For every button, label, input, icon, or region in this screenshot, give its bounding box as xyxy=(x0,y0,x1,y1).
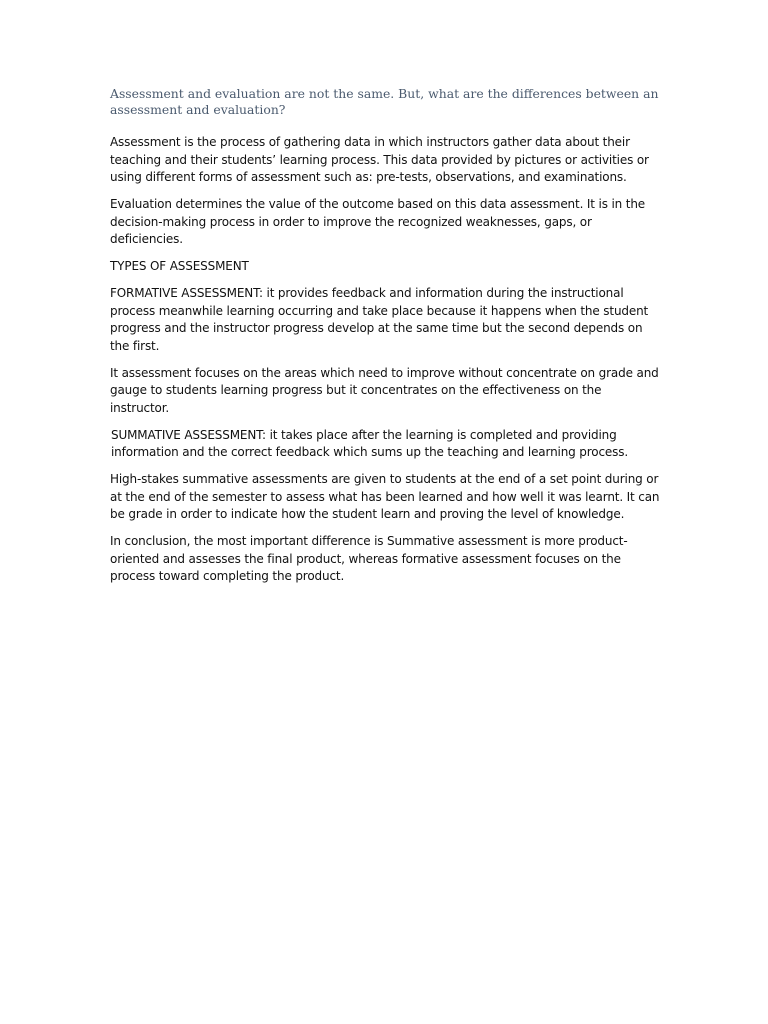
paragraph-assessment-definition: Assessment is the process of gathering data in which instructors gather data about their teaching and their students’ learning process. This data provided by pictures or activities or using different forms of assessment such as: pre-tests, observations, and examinations. xyxy=(110,135,649,184)
paragraph-conclusion: In conclusion, the most important difference is Summative assessment is more product-oriented and assesses the final product, whereas formative assessment focuses on the process toward completing the product. xyxy=(110,534,628,583)
section-title-types: TYPES OF ASSESSMENT xyxy=(110,259,249,273)
paragraph-summative: SUMMATIVE ASSESSMENT: it takes place after the learning is completed and providing information and the correct feedback which sums up the teaching and learning process. xyxy=(111,427,629,459)
paragraph-formative-focus: It assessment focuses on the areas which need to improve without concentrate on grade and gauge to students learning progress but it concentrates on the effectiveness on the instructor. xyxy=(110,365,659,415)
paragraph-evaluation-definition: Evaluation determines the value of the outcome based on this data assessment. It is in the decision-making process in order to improve the recognized weaknesses, gaps, or deficiencies. xyxy=(110,197,646,246)
paragraph-formative: FORMATIVE ASSESSMENT: it provides feedback and information during the instructional process meanwhile learning occurring and take place because it happens when the student progress and the instructor progress develop at the same time but the second depends on the first. xyxy=(110,286,649,353)
document-heading: Assessment and evaluation are not the same. But, what are the differences between an assessment and evaluation? xyxy=(110,86,659,117)
paragraph-high-stakes: High-stakes summative assessments are given to students at the end of a set point during or at the end of the semester to assess what has been learned and how well it was learnt. It can be grade in order to indicate how the student learn and proving the level of knowledge. xyxy=(110,472,660,521)
document-body xyxy=(110,86,662,595)
